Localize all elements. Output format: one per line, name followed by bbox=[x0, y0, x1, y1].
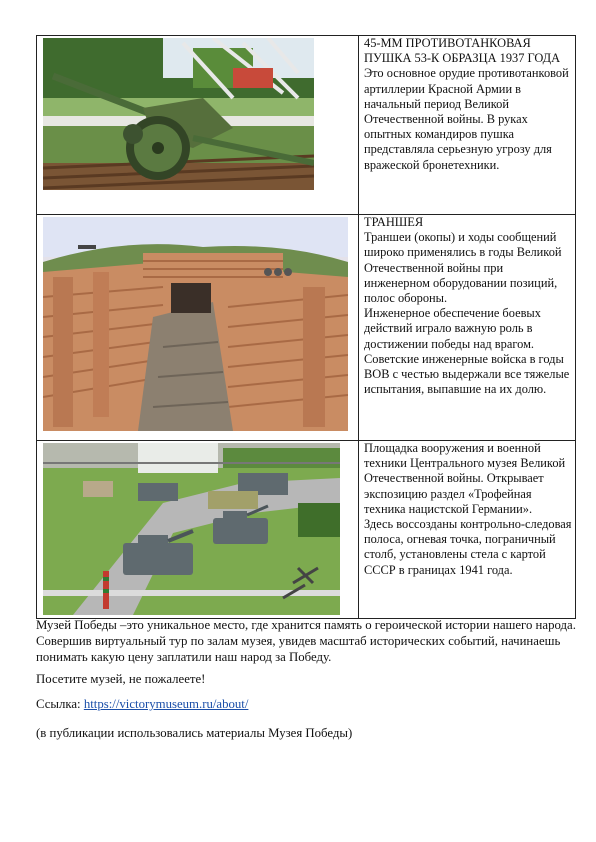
text-cell bbox=[359, 441, 576, 619]
exhibit-description: Траншеи (окопы) и ходы сообщений широко применялись в годы Великой Отечественной войны при инженерном оборудовании позиций, полос обороны. bbox=[364, 230, 562, 306]
link-label: Ссылка: bbox=[36, 697, 84, 711]
table-row bbox=[37, 441, 576, 619]
exhibit-description: Здесь воссозданы контрольно-следовая полоса, огневая точка, пограничный столб, установлены стела с картой СССР в границах 1941 года. bbox=[364, 517, 572, 577]
image-cell bbox=[37, 36, 359, 215]
visit-paragraph: Посетите музей, не пожалеете! bbox=[36, 672, 206, 686]
table-row bbox=[37, 215, 576, 441]
vehicle-park-photo bbox=[43, 443, 340, 615]
exhibit-table bbox=[36, 35, 576, 619]
exhibit-description: Это основное орудие противотанковой артиллерии Красной Армии в начальный период Великой Отечественной войны. В руках опытных командиров пушка представляла серьезную угрозу для вражеской бронетехники. bbox=[364, 66, 569, 172]
image-cell bbox=[37, 215, 359, 441]
exhibit-description: Инженерное обеспечение боевых действий играло важную роль в достижении победы над врагом. Советские инженерные войска в годы ВОВ с честью выдержали все тяжелые испытания, выпавшие на их долю. bbox=[364, 306, 570, 397]
trench-photo bbox=[43, 217, 348, 431]
source-note: (в публикации использовались материалы Музея Победы) bbox=[36, 726, 353, 740]
table-row bbox=[37, 36, 576, 215]
text-cell bbox=[359, 215, 576, 441]
text-cell bbox=[359, 36, 576, 215]
link-paragraph bbox=[36, 696, 576, 712]
cannon-photo bbox=[43, 38, 314, 190]
museum-link[interactable]: https://victorymuseum.ru/about/ bbox=[83, 697, 249, 711]
exhibit-title: ТРАНШЕЯ bbox=[364, 215, 424, 229]
exhibit-description: Площадка вооружения и военной техники Центрального музея Великой Отечественной войны. Открывает экспозицию раздел «Трофейная техника нацистской Германии». bbox=[364, 441, 566, 516]
exhibit-title: 45-ММ ПРОТИВОТАНКОВАЯ ПУШКА 53-К ОБРАЗЦА 1937 ГОДА bbox=[364, 36, 561, 66]
museum-paragraph: Музей Победы –это уникальное место, где хранится память о героической истории нашего народа. Совершив виртуальный тур по залам музея, увидев масштаб исторических событий, начинаешь понимать какую цену заплатили наш народ за Победу. bbox=[36, 618, 576, 665]
image-cell bbox=[37, 441, 359, 619]
